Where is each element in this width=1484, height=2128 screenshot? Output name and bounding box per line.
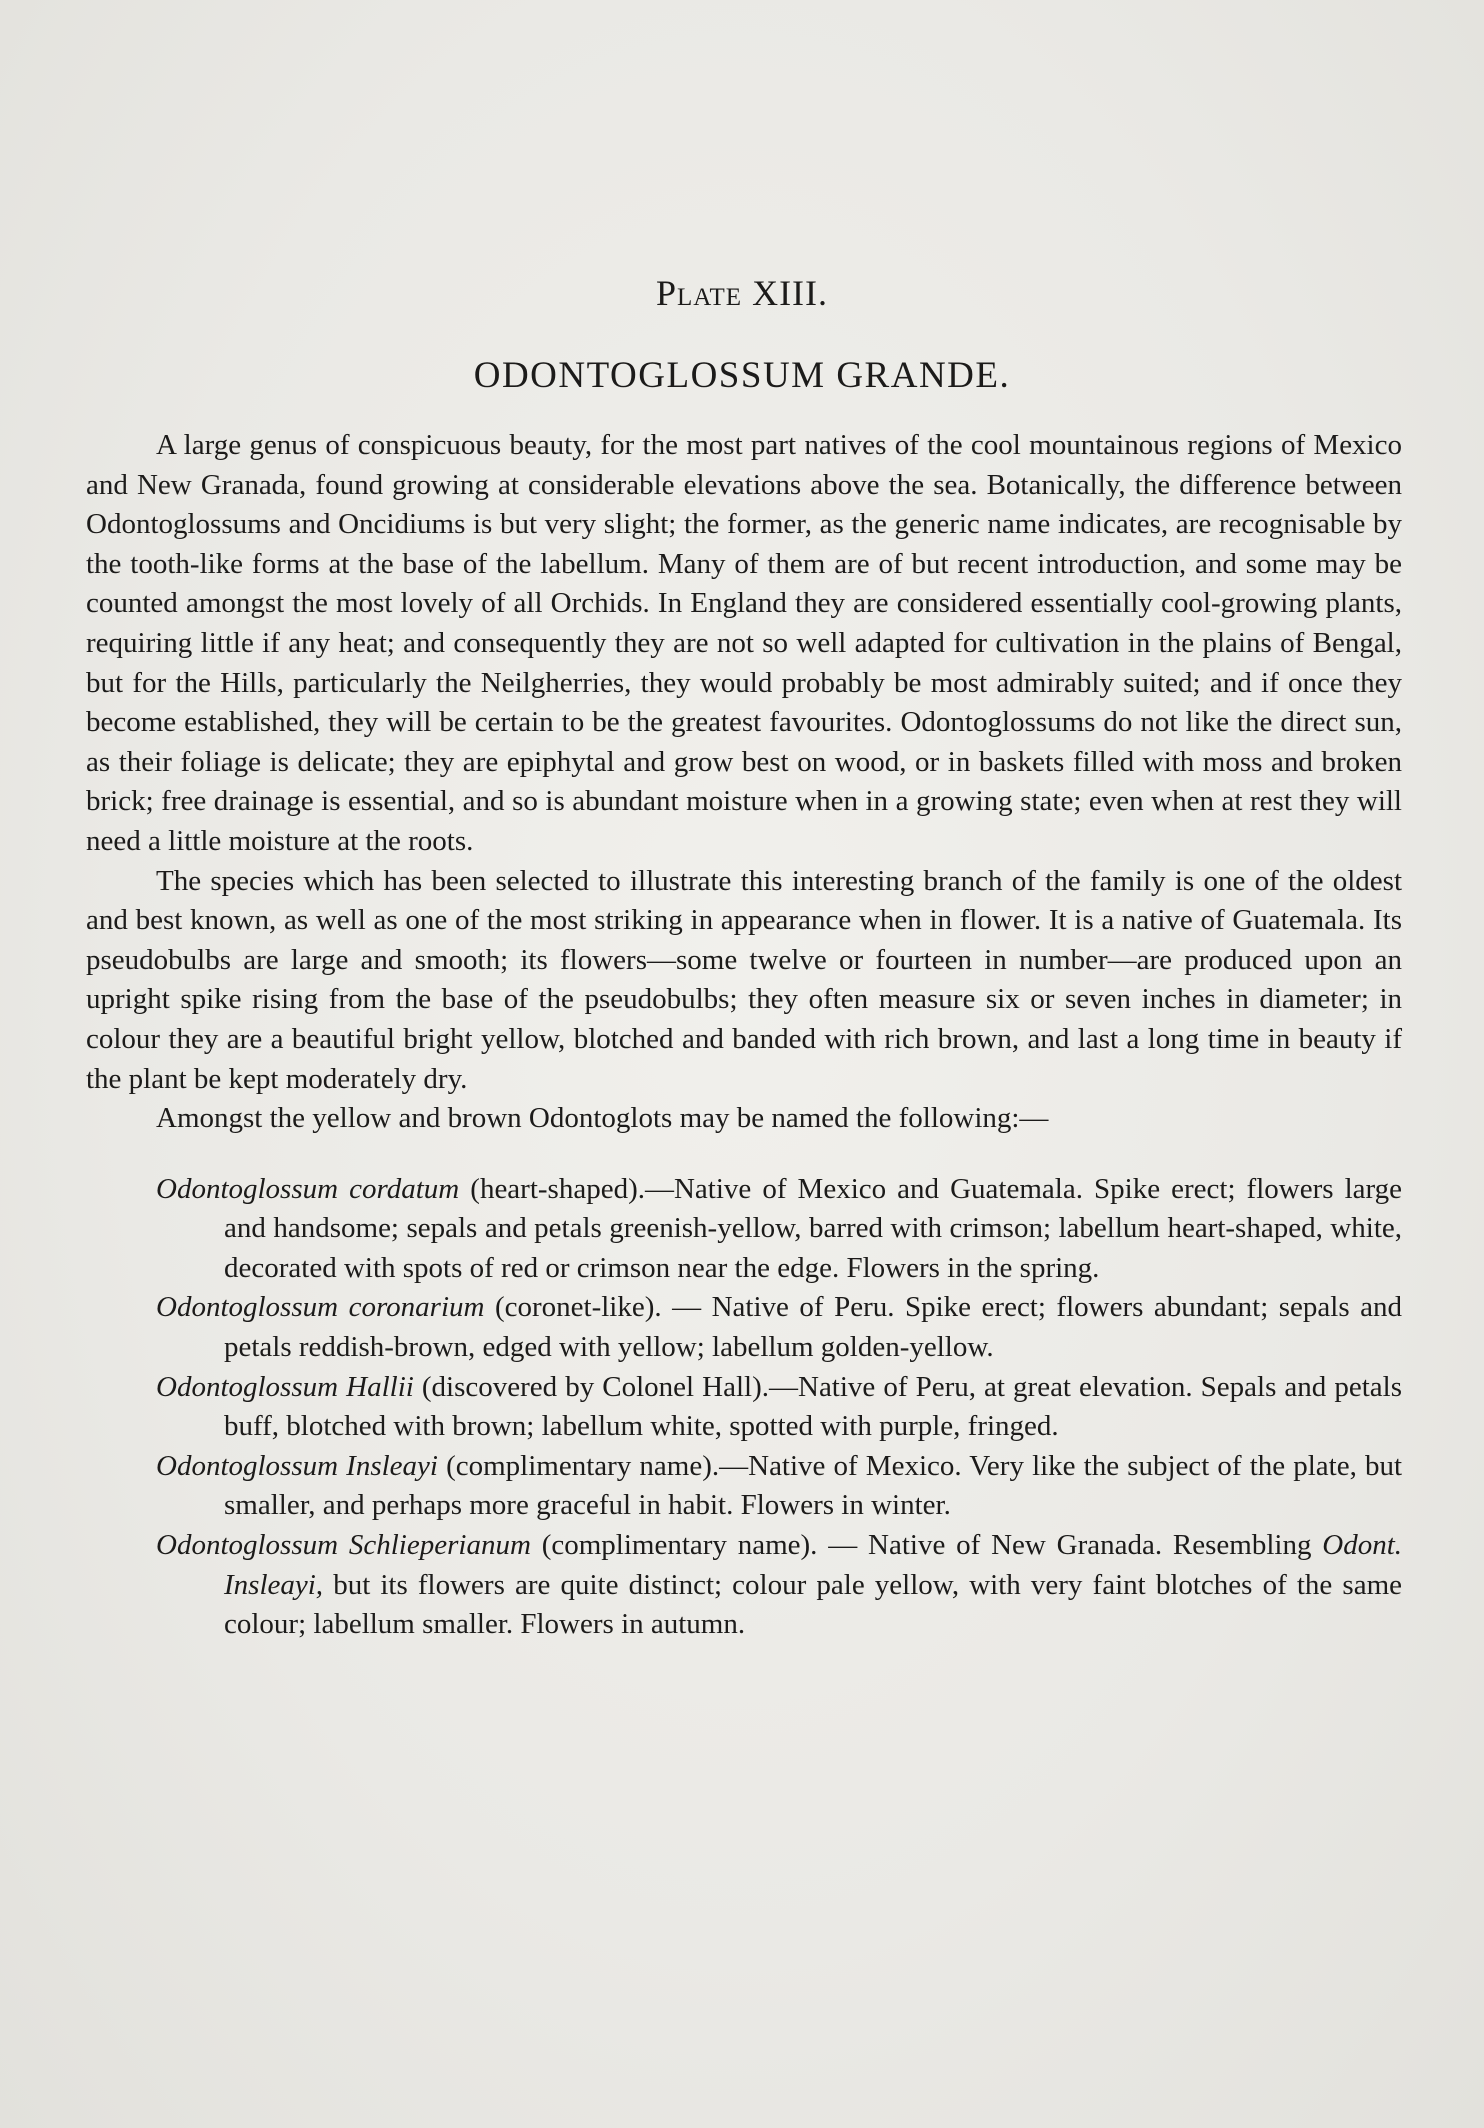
species-description: (discovered by Colonel Hall).—Native of Peru, at great elevation. Sepals and petals buff, blotched with brown; labellum white, spotted with purple, fringed.: [224, 1370, 1403, 1443]
species-entry-cordatum: [156, 1170, 1402, 1289]
species-name: Odontoglossum Schlieperianum: [156, 1529, 531, 1562]
species-description: (heart-shaped).—Native of Mexico and Guatemala. Spike erect; flowers large and handsome; sepals and petals greenish-yellow, barred with crimson; labellum heart-shaped, white, decorated with spots of red or crimson near the edge. Flowers in the spring.: [224, 1172, 1403, 1284]
paragraph-species-description: The species which has been selected to illustrate this interesting branch of the family is one of the oldest and best known, as well as one of the most striking in appearance when in flower. It is a native of Guatemala. Its pseudobulbs are large and smooth; its flowers—some twelve or fourteen in number—are produced upon an upright spike rising from the base of the pseudobulbs; they often measure six or seven inches in diameter; in colour they are a beautiful bright yellow, blotched and banded with rich brown, and last a long time in beauty if the plant be kept moderately dry.: [86, 864, 1402, 1095]
species-entry-insleayi: [156, 1447, 1402, 1526]
species-description-continued: but its flowers are quite distinct; colour pale yellow, with very faint blotches of the same colour; labellum smaller. Flowers in autumn.: [224, 1568, 1403, 1641]
species-cross-reference: Odont. Insleayi,: [224, 1529, 1403, 1601]
paragraph-genus-description: A large genus of conspicuous beauty, for the most part natives of the cool mountainous regions of Mexico and New Granada, found growing at considerable elevations above the sea. Botanically, the difference between Odontoglossums and Oncidiums is but very slight; the former, as the generic name indicates, are recognisable by the tooth-like forms at the base of the labellum. Many of them are of but recent introduction, and some may be counted amongst the most lovely of all Orchids. In England they are considered essentially cool-growing plants, requiring little if any heat; and consequently they are not so well adapted for cultivation in the plains of Bengal, but for the Hills, particularly the Neilgherries, they would probably be most admirably suited; and if once they become established, they will be certain to be the greatest favourites. Odontoglossums do not like the direct sun, as their foliage is delicate; they are epiphytal and grow best on wood, or in baskets filled with moss and broken brick; free drainage is essential, and so is abundant moisture when in a growing state; even when at rest they will need a little moisture at the roots.: [86, 429, 1402, 857]
species-description: (complimentary name).—Native of Mexico. Very like the subject of the plate, but smaller, and perhaps more graceful in habit. Flowers in winter.: [224, 1449, 1403, 1522]
species-description: (complimentary name). — Native of New Granada. Resembling: [541, 1529, 1312, 1562]
species-name: Odontoglossum coronarium: [156, 1291, 485, 1324]
species-list: [86, 1170, 1402, 1645]
species-name: Odontoglossum Hallii: [156, 1370, 414, 1403]
plate-number-heading: Plate XIII.: [655, 273, 829, 313]
species-name: Odontoglossum cordatum: [156, 1172, 460, 1205]
species-entry-schlieperianum: [156, 1526, 1402, 1645]
species-list-intro: Amongst the yellow and brown Odontoglots may be named the following:—: [156, 1102, 1049, 1135]
species-description: (coronet-like). — Native of Peru. Spike erect; flowers abundant; sepals and petals reddish-brown, edged with yellow; labellum golden-yellow.: [224, 1291, 1402, 1364]
species-name: Odontoglossum Insleayi: [156, 1449, 438, 1482]
species-entry-coronarium: [156, 1288, 1402, 1367]
body-text: [86, 426, 1402, 1645]
plate-title: ODONTOGLOSSUM GRANDE.: [473, 355, 1011, 396]
species-entry-hallii: [156, 1368, 1402, 1447]
